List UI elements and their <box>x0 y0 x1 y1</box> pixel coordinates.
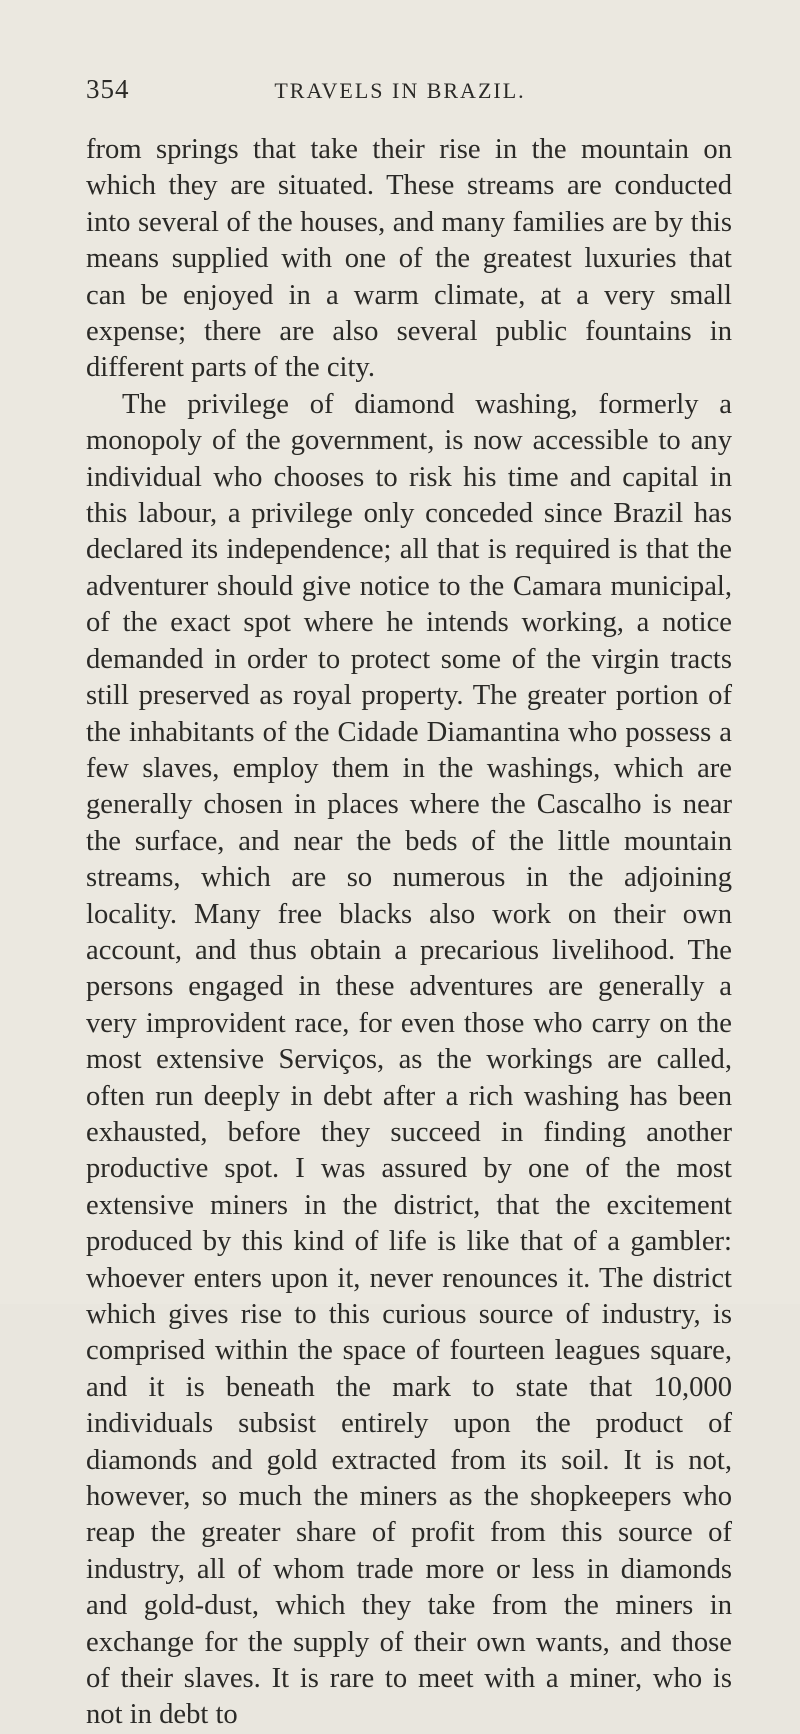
running-head <box>0 74 800 114</box>
paragraph-continued: from springs that take their rise in the mountain on which they are situated. These streams are conducted into several of the houses, and many families are by this means supplied with one of the greatest luxuries that can be enjoyed in a warm climate, at a very small expense; there are also several public fountains in different parts of the city. <box>86 134 732 384</box>
paragraph-diamond-washing: The privilege of diamond washing, formerly a monopoly of the government, is now accessible to any individual who chooses to risk his time and capital in this labour, a privilege only conceded since Brazil has declared its independence; all that is required is that the adventurer should give notice to the Camara municipal, of the exact spot where he intends working, a notice demanded in order to protect some of the virgin tracts still preserved as royal property. The greater portion of the inhabitants of the Cidade Diamantina who possess a few slaves, employ them in the washings, which are generally chosen in places where the Cascalho is near the surface, and near the beds of the little mountain streams, which are so numerous in the adjoining locality. Many free blacks also work on their own account, and thus obtain a precarious livelihood. The persons engaged in these adventures are generally a very improvident race, for even those who carry on the most extensive Serviços, as the workings are called, often run deeply in debt after a rich washing has been exhausted, before they succeed in finding another productive spot. I was assured by one of the most extensive miners in the district, that the excitement produced by this kind of life is like that of a gambler: whoever enters upon it, never renounces it. The district which gives rise to this curious source of industry, is comprised within the space of fourteen leagues square, and it is beneath the mark to state that 10,000 individuals subsist entirely upon the product of diamonds and gold extracted from its soil. It is not, however, so much the miners as the shopkeepers who reap the greater share of profit from this source of industry, all of whom trade more or less in diamonds and gold-dust, which they take from the miners in exchange for the supply of their own wants, and those of their slaves. It is rare to meet with a miner, who is not in debt to <box>86 388 732 1731</box>
body-text <box>86 132 732 1734</box>
running-title: TRAVELS IN BRAZIL. <box>274 78 526 103</box>
page-number: 354 <box>86 74 130 104</box>
